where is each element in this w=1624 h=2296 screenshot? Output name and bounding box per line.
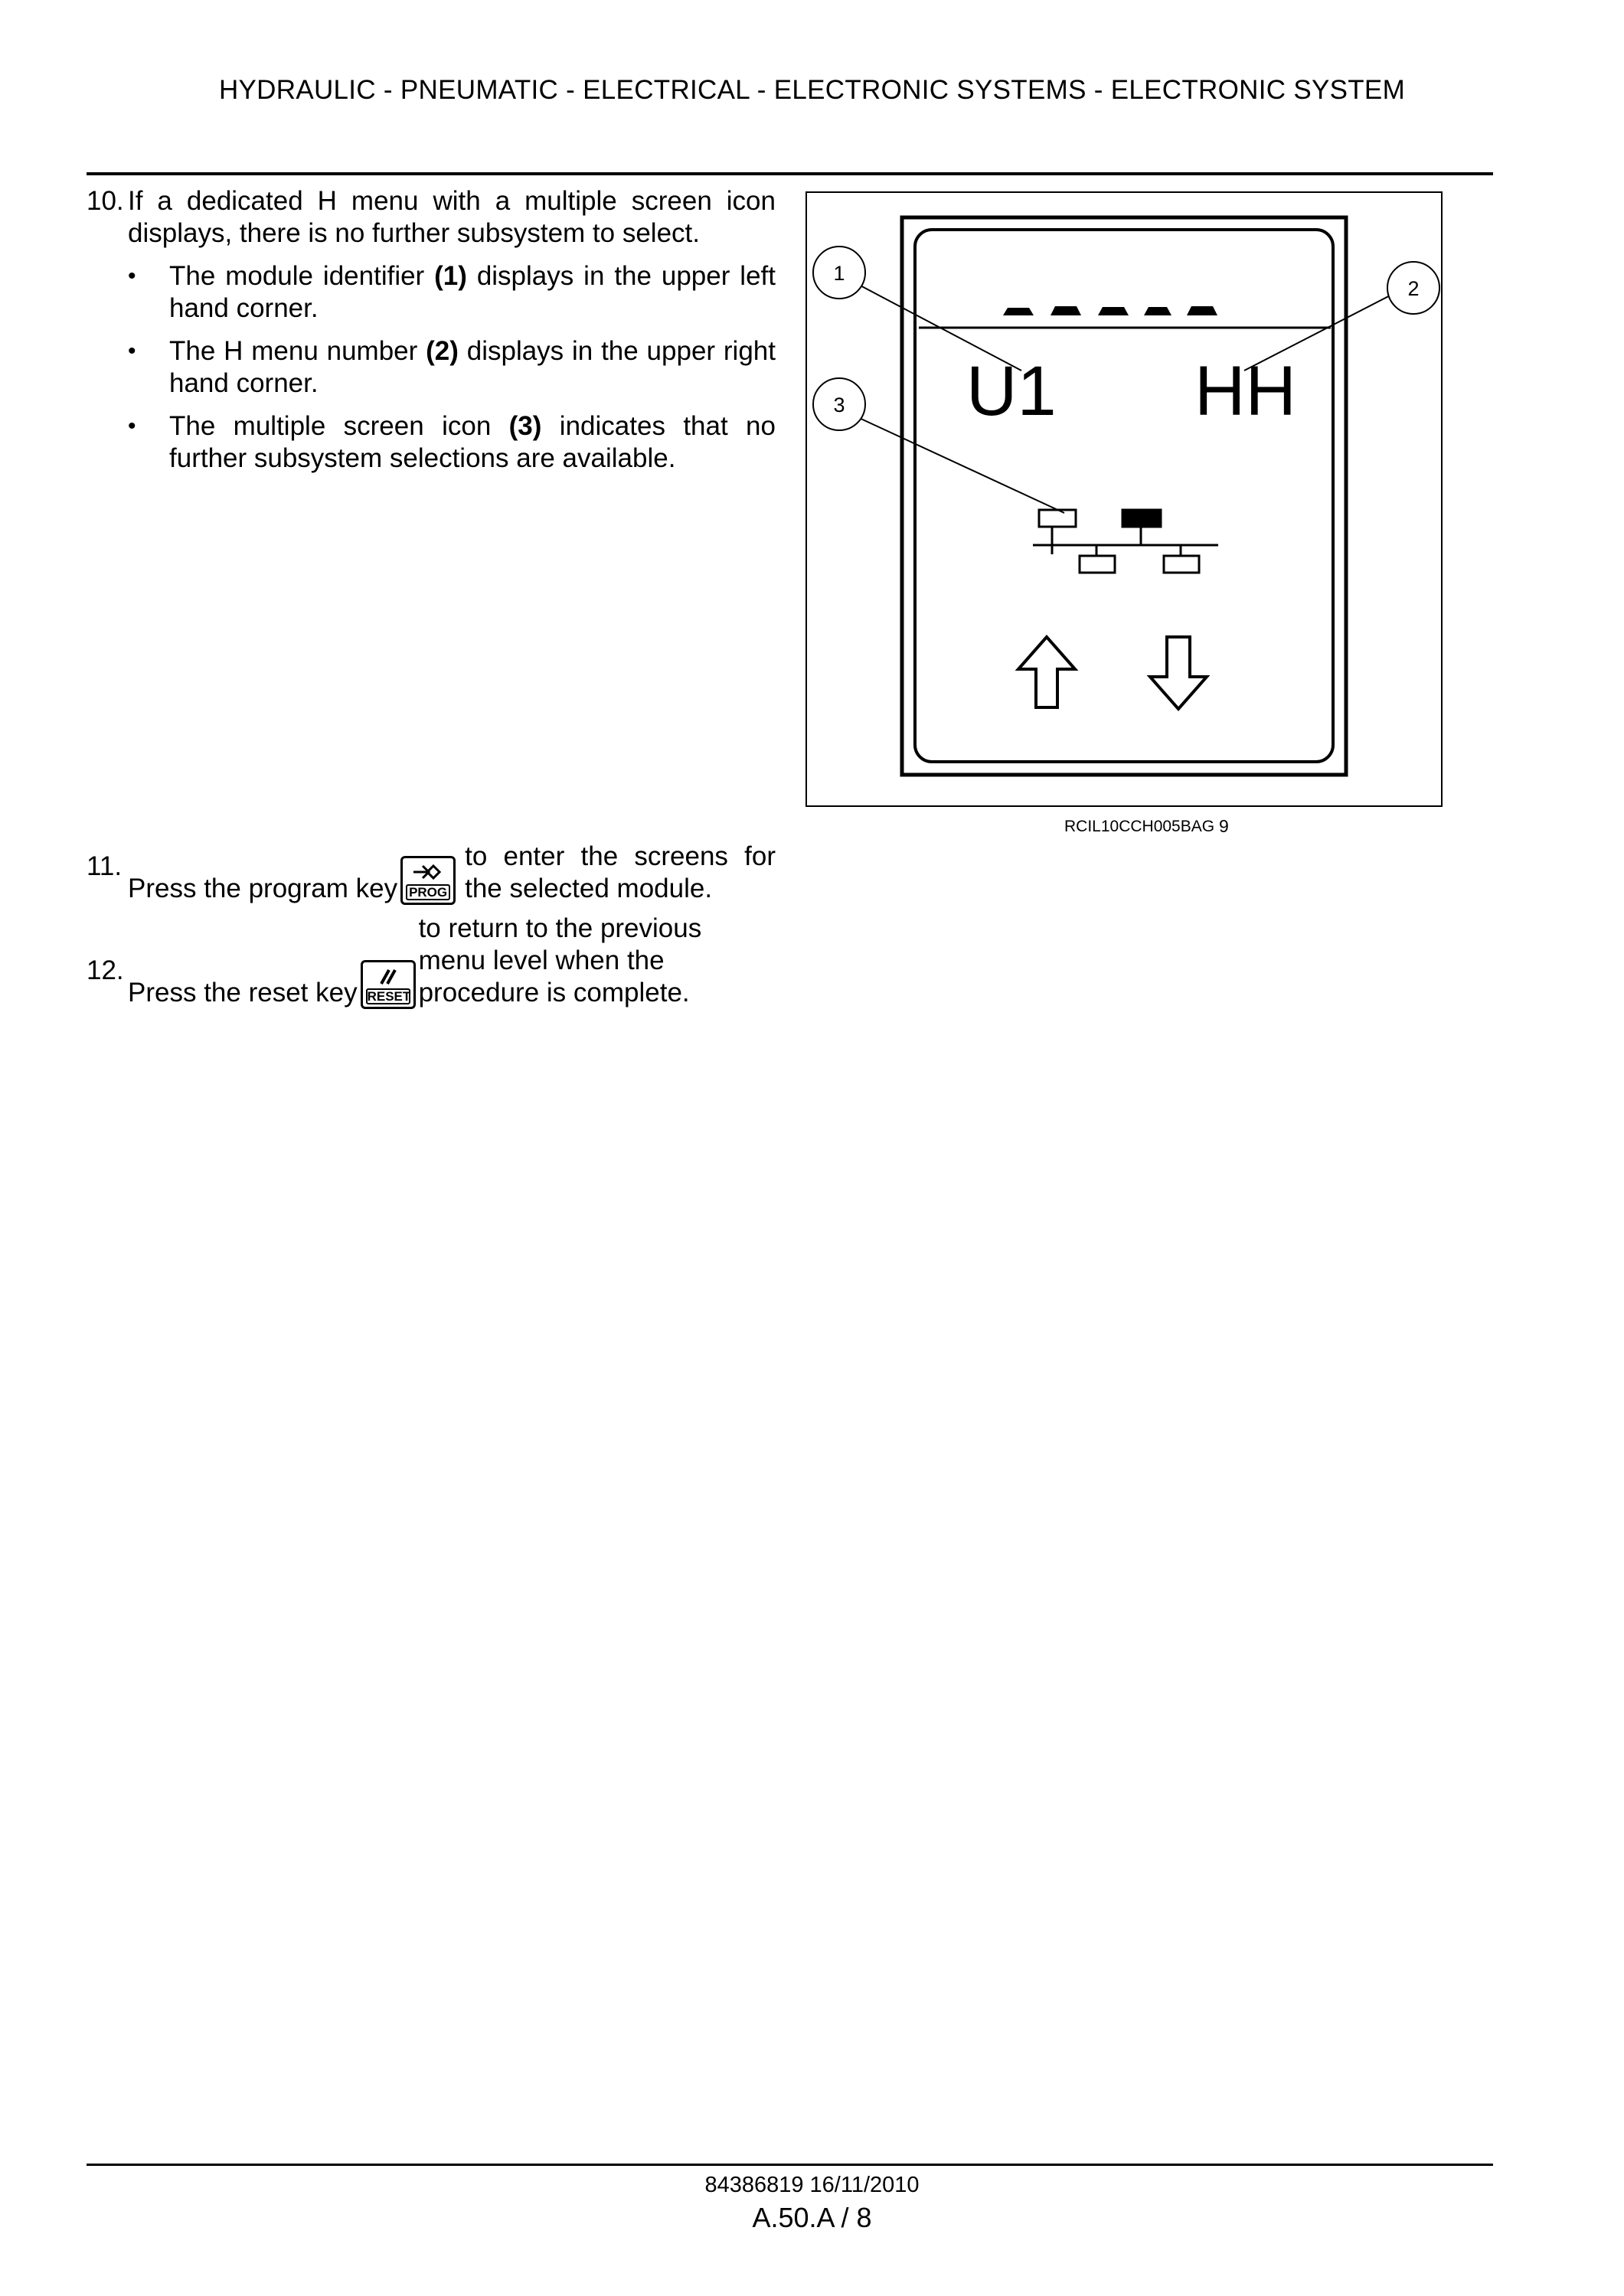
callout-2-label: 2 [1407, 277, 1420, 300]
figure-caption-number: 9 [1219, 816, 1229, 836]
prog-arrow-icon [403, 861, 453, 883]
bullet-dot: • [128, 413, 136, 439]
step-10-number: 10. [87, 186, 124, 216]
display-module-identifier: U1 [966, 352, 1057, 430]
bullet-item: • The module identifier (1) displays in the upper left hand corner. [128, 261, 776, 323]
callout-2-leader [1244, 291, 1399, 371]
header-rule [87, 172, 1493, 175]
callout-2 [1387, 262, 1439, 314]
bullet-item: • The multiple screen icon (3) indicates that no further subsystem selections are available. [128, 411, 776, 473]
bullet-dot: • [128, 263, 136, 289]
step-10-text: If a dedicated H menu with a multiple screen icon displays, there is no further subsystem to select. [128, 186, 776, 248]
display-figure [805, 191, 1443, 807]
footer-page-number: A.50.A / 8 [752, 2202, 872, 2233]
status-bar-segments [1003, 306, 1217, 315]
prog-key-label: PROG [406, 884, 450, 900]
step-10-bullets [128, 260, 776, 475]
step-10 [87, 185, 776, 485]
arrow-down-icon [1150, 637, 1207, 709]
reset-key-icon [361, 960, 416, 1009]
callout-3-leader [856, 416, 1064, 513]
bullet-dot: • [128, 338, 136, 364]
callout-3 [813, 378, 865, 430]
ref-2: (2) [426, 336, 459, 366]
bullet-item: • The H menu number (2) displays in the upper right hand corner. [128, 336, 776, 398]
callout-3-label: 3 [833, 394, 845, 416]
ref-3: (3) [508, 411, 542, 441]
reset-slash-icon [363, 965, 413, 987]
figure-caption-code: RCIL10CCH005BAG [1064, 818, 1215, 835]
arrow-up-icon [1018, 637, 1075, 707]
footer-document-code: 84386819 16/11/2010 [704, 2173, 920, 2197]
multiple-screen-icon [1033, 510, 1218, 573]
display-outer-frame [902, 217, 1346, 775]
display-illustration [807, 193, 1441, 805]
step-11-number: 11. [87, 851, 123, 881]
footer-rule [87, 2164, 1493, 2166]
callout-1-label: 1 [833, 262, 845, 285]
step-11-text: Press the program key PROG to enter the screens for the selected module. [128, 841, 776, 903]
step-12-number: 12. [87, 955, 124, 985]
ref-1: (1) [434, 261, 467, 291]
display-h-menu-number: HH [1194, 352, 1296, 430]
step-12-text: Press the reset key RESET to return to the previous menu level when the procedure is complete. [128, 913, 702, 1008]
reset-key-label: RESET [367, 989, 411, 1004]
callout-1 [813, 247, 865, 299]
page-header-title: HYDRAULIC - PNEUMATIC - ELECTRICAL - ELECTRONIC SYSTEMS - ELECTRONIC SYSTEM [218, 75, 1406, 105]
prog-key-icon [400, 856, 456, 905]
